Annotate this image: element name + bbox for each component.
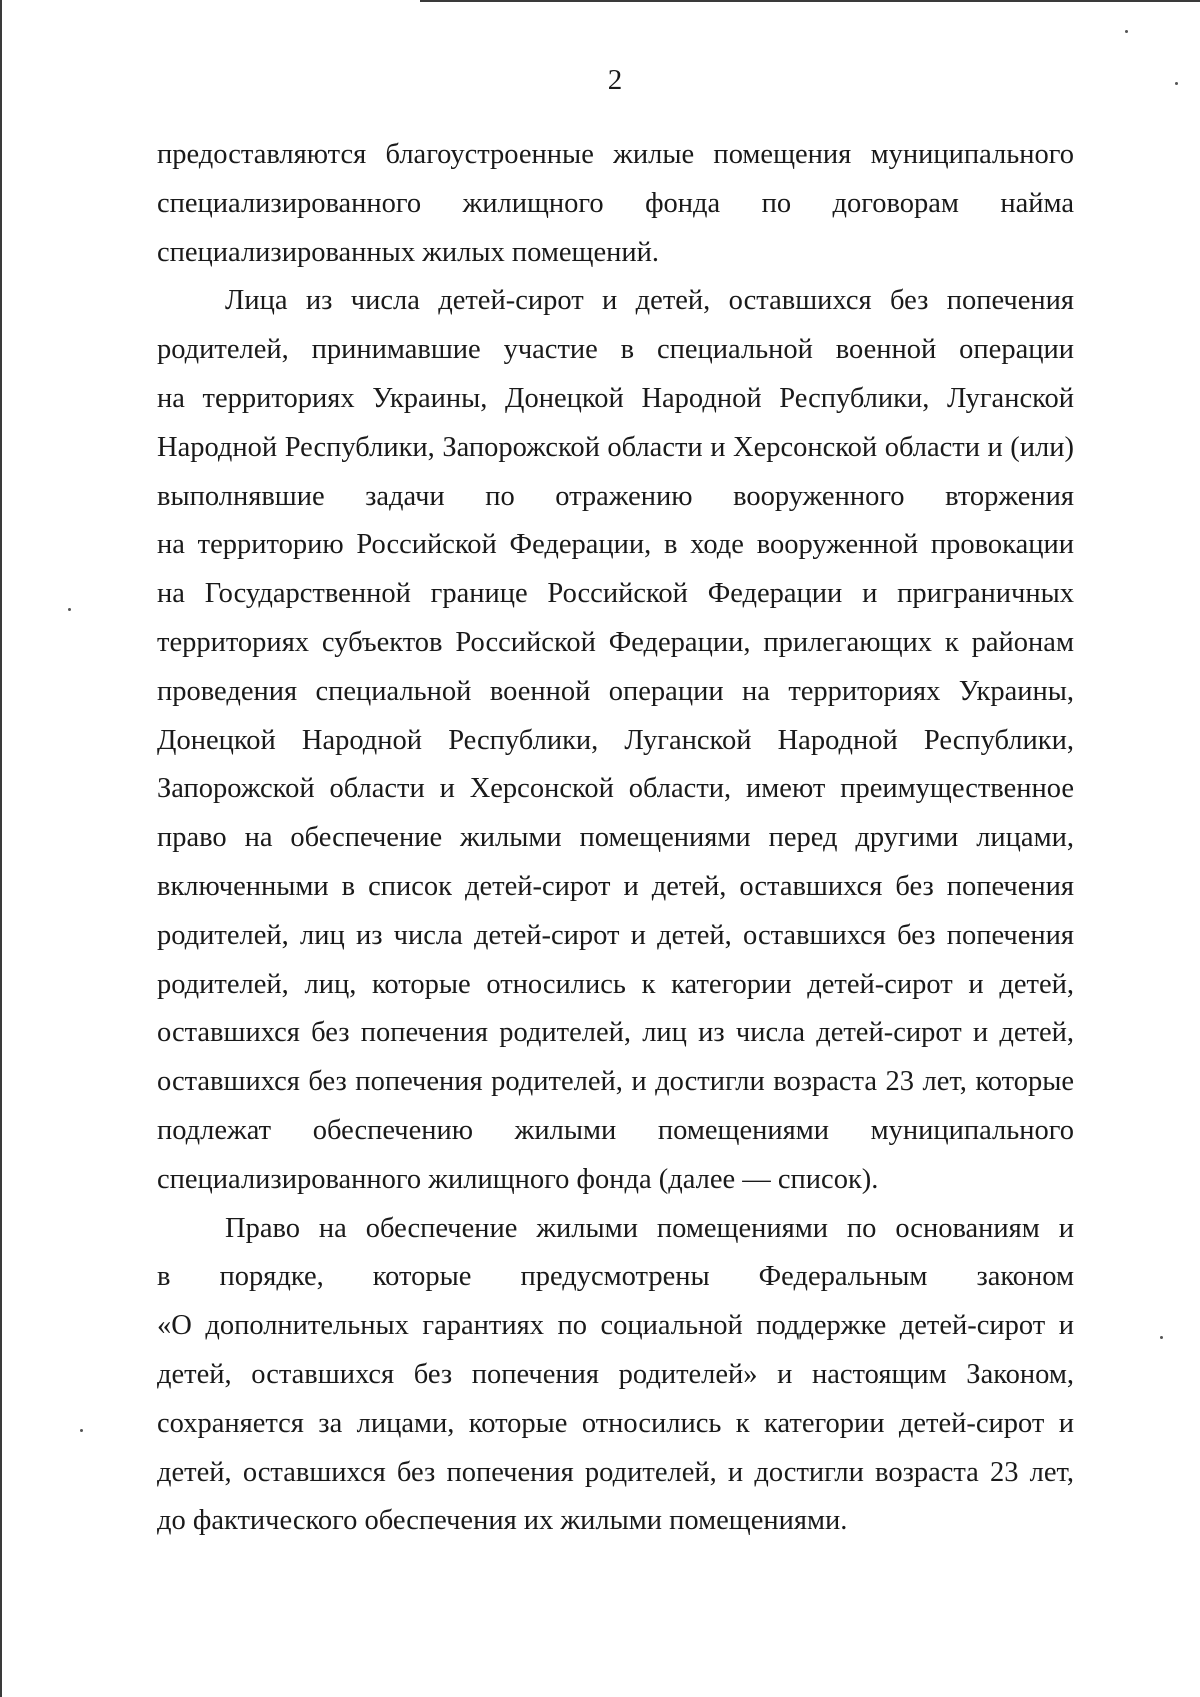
scan-speck	[80, 1429, 83, 1432]
text-line: Донецкой Народной Республики, Луганской Народной Республики,	[157, 724, 1074, 756]
text-line: оставшихся без попечения родителей, лиц из числа детей-сирот и детей,	[157, 1017, 1074, 1049]
paragraph-1	[157, 131, 1074, 277]
text-line: до фактического обеспечения их жилыми помещениями.	[157, 1505, 848, 1537]
text-line: на Государственной границе Российской Федерации и приграничных	[157, 578, 1074, 610]
paragraph-3	[157, 1205, 1074, 1547]
document-body	[157, 131, 1074, 1546]
page-number: 2	[607, 64, 623, 96]
text-line: Лица из числа детей-сирот и детей, оставшихся без попечения	[225, 285, 1074, 317]
text-line: специализированного жилищного фонда (далее — список).	[157, 1163, 879, 1195]
scan-speck	[68, 608, 71, 611]
scan-speck	[1175, 82, 1178, 85]
text-line: родителей, принимавшие участие в специальной военной операции	[157, 334, 1074, 366]
text-line: Народной Республики, Запорожской области и Херсонской области и (или)	[157, 431, 1074, 463]
text-line: выполнявшие задачи по отражению вооруженного вторжения	[157, 480, 1074, 512]
text-line: родителей, лиц из числа детей-сирот и детей, оставшихся без попечения	[157, 919, 1074, 951]
text-line: в порядке, которые предусмотрены Федеральным законом	[157, 1261, 1074, 1293]
text-line: специализированного жилищного фонда по договорам найма	[157, 187, 1074, 219]
text-line: Запорожской области и Херсонской области, имеют преимущественное	[157, 773, 1074, 805]
text-line: территориях субъектов Российской Федерации, прилегающих к районам	[157, 626, 1074, 658]
text-line: предоставляются благоустроенные жилые помещения муниципального	[157, 139, 1074, 170]
scan-edge-top	[420, 0, 1200, 2]
text-line: «О дополнительных гарантиях по социальной поддержке детей-сирот и	[157, 1310, 1074, 1342]
text-line: проведения специальной военной операции на территориях Украины,	[157, 675, 1074, 707]
text-line: подлежат обеспечению жилыми помещениями муниципального	[157, 1114, 1074, 1146]
scan-speck	[1125, 30, 1128, 33]
text-line: включенными в список детей-сирот и детей, оставшихся без попечения	[157, 870, 1074, 902]
text-line: на территориях Украины, Донецкой Народной Республики, Луганской	[157, 382, 1074, 414]
text-line: детей, оставшихся без попечения родителей, и достигли возраста 23 лет,	[157, 1456, 1074, 1488]
text-line: на территорию Российской Федерации, в ходе вооруженной провокации	[157, 529, 1074, 561]
text-line: родителей, лиц, которые относились к категории детей-сирот и детей,	[157, 968, 1074, 1000]
text-line: Право на обеспечение жилыми помещениями по основаниям и	[225, 1212, 1074, 1244]
text-line: право на обеспечение жилыми помещениями перед другими лицами,	[157, 822, 1074, 854]
text-line: сохраняется за лицами, которые относились к категории детей-сирот и	[157, 1407, 1074, 1439]
scan-speck	[1160, 1336, 1163, 1339]
text-line: оставшихся без попечения родителей, и достигли возраста 23 лет, которые	[157, 1066, 1074, 1098]
text-line: специализированных жилых помещений.	[157, 236, 660, 268]
paragraph-2	[157, 277, 1074, 1204]
text-line: детей, оставшихся без попечения родителей» и настоящим Законом,	[157, 1358, 1074, 1390]
scan-edge-left	[0, 0, 2, 1697]
